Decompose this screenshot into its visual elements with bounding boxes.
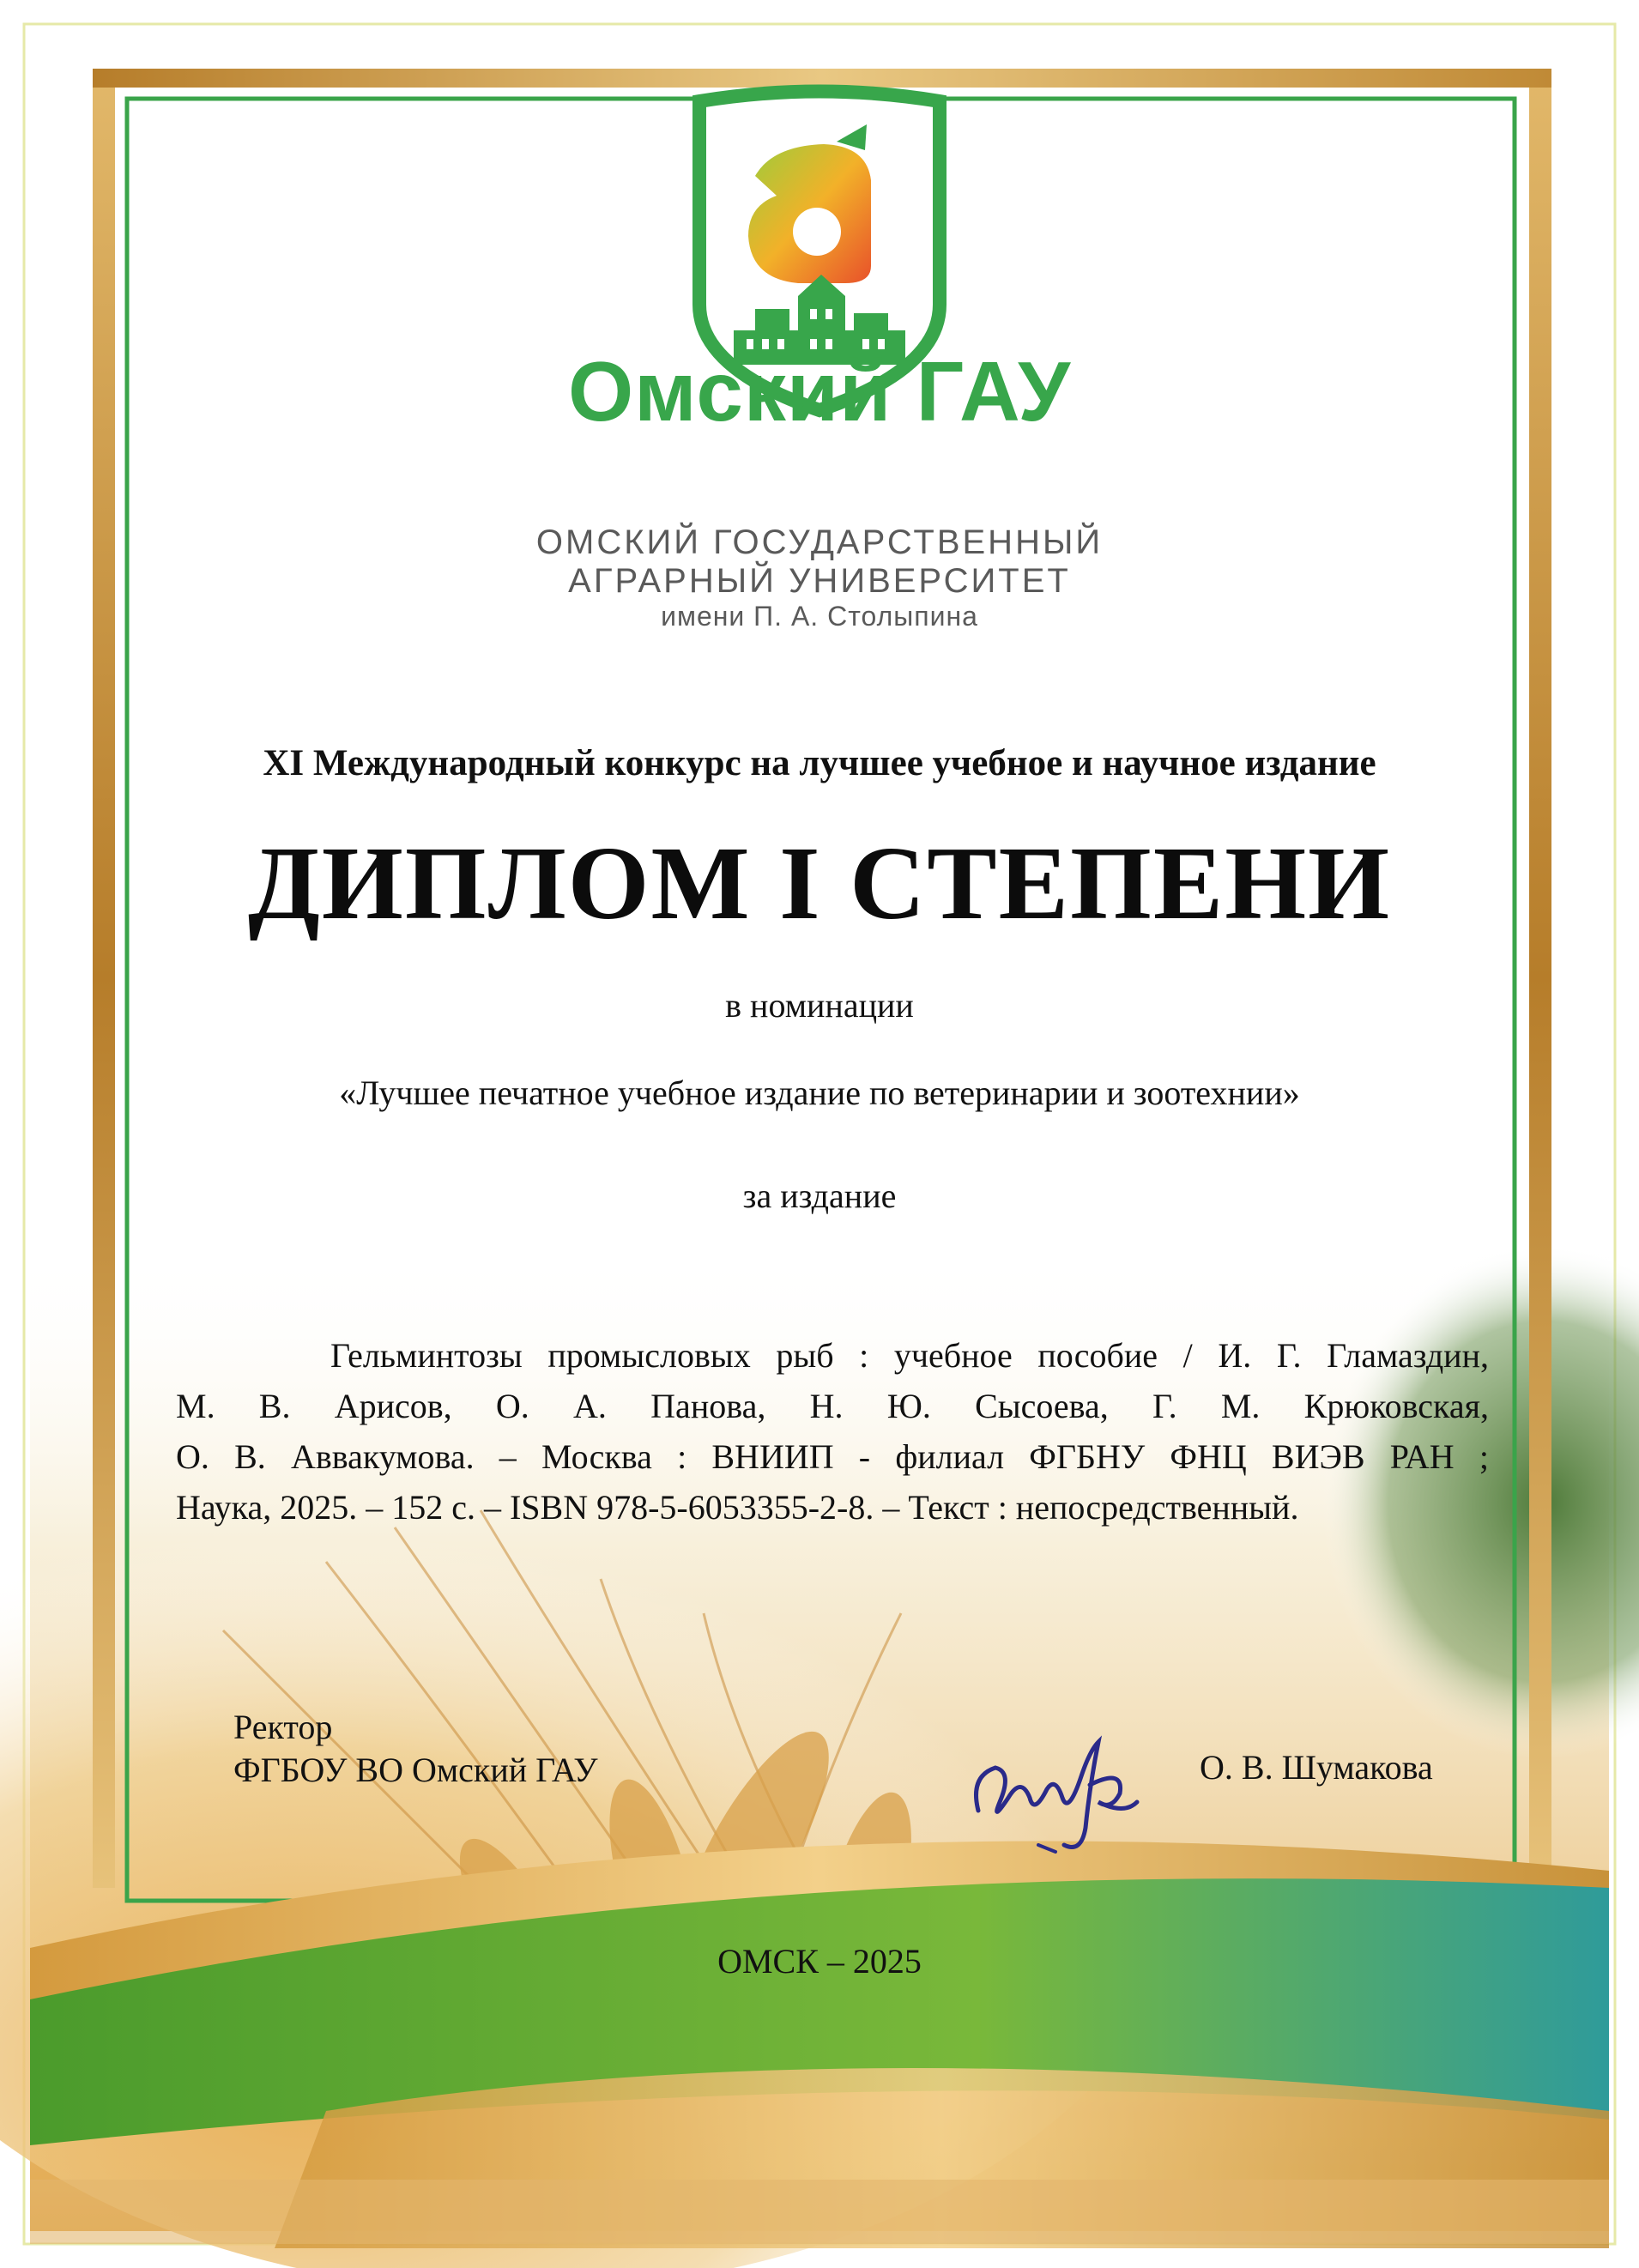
diploma-title: ДИПЛОМ I СТЕПЕНИ bbox=[247, 826, 1392, 941]
citation-line: Наука, 2025. – 152 с. – ISBN 978-5-6053355-2-8. – Текст : непосредственный. bbox=[176, 1488, 1299, 1527]
for-edition-label: за издание bbox=[742, 1176, 897, 1215]
nomination-name: «Лучшее печатное учебное издание по ветеринарии и зоотехнии» bbox=[339, 1074, 1300, 1112]
university-name-line-2: АГРАРНЫЙ УНИВЕРСИТЕТ bbox=[568, 562, 1071, 600]
signatory-title-line-2: ФГБОУ ВО Омский ГАУ bbox=[233, 1751, 598, 1789]
contest-title: XI Международный конкурс на лучшее учебное и научное издание bbox=[263, 743, 1376, 783]
citation-text bbox=[176, 1330, 1489, 1533]
nomination-label: в номинации bbox=[725, 986, 914, 1025]
signatory-title-line-1: Ректор bbox=[233, 1708, 333, 1746]
citation-line: Гельминтозы промысловых рыб : учебное пособие / И. Г. Гламаздин, bbox=[330, 1336, 1489, 1375]
signatory-name: О. В. Шумакова bbox=[1200, 1748, 1433, 1787]
university-name-line-3: имени П. А. Столыпина bbox=[661, 601, 978, 632]
citation-line: О. В. Аввакумова. – Москва : ВНИИП - филиал ФГБНУ ФНЦ ВИЭВ РАН ; bbox=[176, 1437, 1489, 1476]
signatory-title bbox=[233, 1706, 598, 1792]
citation-line: М. В. Арисов, О. А. Панова, Н. Ю. Сысоева, Г. М. Крюковская, bbox=[176, 1387, 1489, 1425]
university-name-line-1: ОМСКИЙ ГОСУДАРСТВЕННЫЙ bbox=[535, 523, 1104, 561]
footer-city-year: ОМСК – 2025 bbox=[717, 1942, 922, 1981]
brand-name: Омский ГАУ bbox=[567, 344, 1072, 438]
signature-icon bbox=[961, 1716, 1150, 1862]
